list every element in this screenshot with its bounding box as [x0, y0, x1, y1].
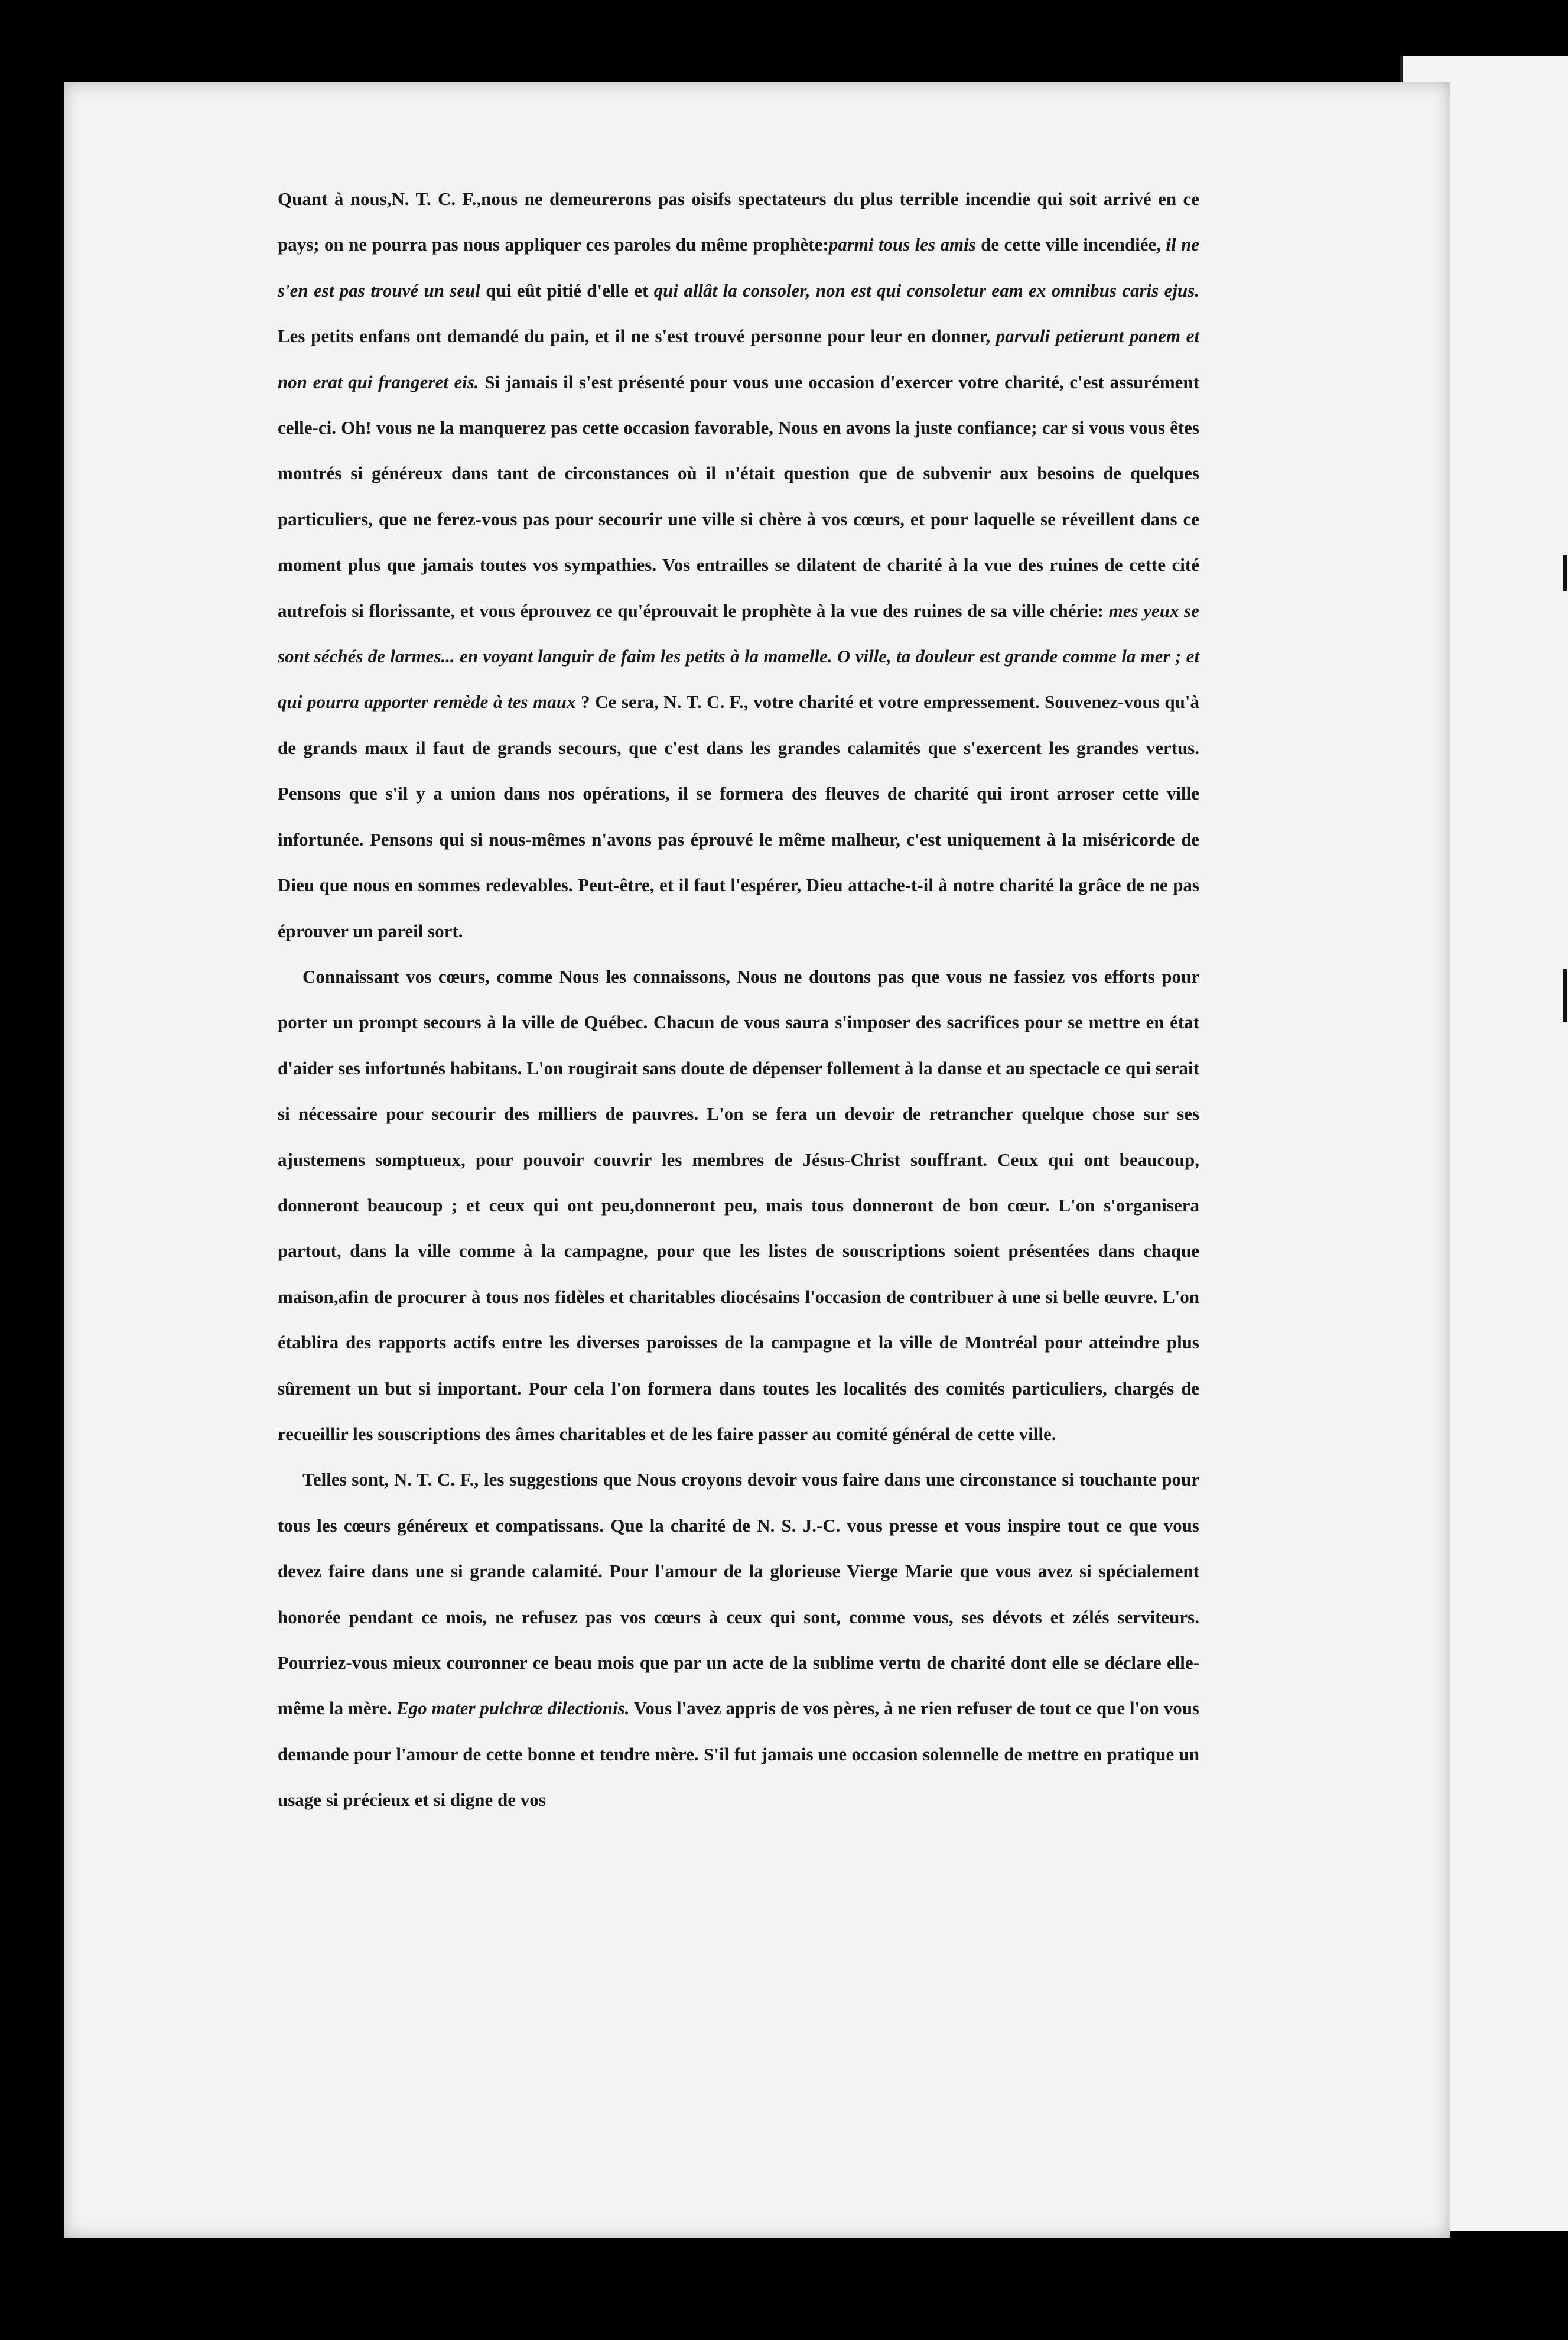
text-run: qui allât la consoler, non est qui consoletur eam ex omnibus caris ejus.	[653, 280, 1199, 301]
text-run: ? Ce sera, N. T. C. F., votre charité et votre empressement. Souvenez-vous qu'à de grands maux il faut de grands secours, que c'est dans les grandes calamités que s'exercent les grandes vertus. Pensons que s'il y a union dans nos opérations, il se formera des fleuves de charité qui iront arroser cette ville infortunée. Pensons qui si nous-mêmes n'avons pas éprouvé le même malheur, c'est uniquement à la miséricorde de Dieu que nous en sommes redevables. Peut-être, et il faut l'espérer, Dieu attache-t-il à notre charité la grâce de ne pas éprouver un pareil sort.	[278, 691, 1199, 941]
page-edge-mark	[1563, 969, 1567, 1022]
document-body	[278, 176, 1199, 1823]
text-run: Telles sont, N. T. C. F., les suggestions que Nous croyons devoir vous faire dans une circonstance si touchante pour tous les cœurs généreux et compatissans. Que la charité de N. S. J.-C. vous presse et vous inspire tout ce que vous devez faire dans une si grande calamité. Pour l'amour de la glorieuse Vierge Marie que vous avez si spécialement honorée pendant ce mois, ne refusez pas vos cœurs à ceux qui sont, comme vous, ses dévots et zélés serviteurs. Pourriez-vous mieux couronner ce beau mois que par un acte de la sublime vertu de charité dont elle se déclare elle-même la mère.	[278, 1469, 1199, 1719]
paragraph	[278, 176, 1199, 954]
text-run: mes yeux se sont séchés de larmes... en voyant languir de faim les petits à la mamelle. O ville, ta douleur est grande comme la mer ; et qui pourra apporter remède à tes maux	[278, 600, 1199, 713]
text-run: il ne s'en est pas trouvé un seul	[278, 234, 1199, 301]
text-run: Vous l'avez appris de vos pères, à ne rien refuser de tout ce que l'on vous demande pour l'amour de cette bonne et tendre mère. S'il fut jamais une occasion solennelle de mettre en pratique un usage si précieux et si digne de vos	[278, 1698, 1199, 1811]
text-run: Les petits enfans ont demandé du pain, et il ne s'est trouvé personne pour leur en donner,	[278, 326, 996, 347]
text-run: Quant à nous,N. T. C. F.,nous ne demeurerons pas oisifs spectateurs du plus terrible incendie qui soit arrivé en ce pays; on ne pourra pas nous appliquer ces paroles du même prophète:	[278, 188, 1199, 255]
text-run: Ego mater pulchræ dilectionis.	[396, 1698, 630, 1719]
text-run: Si jamais il s'est présenté pour vous une occasion d'exercer votre charité, c'est assurément celle-ci. Oh! vous ne la manquerez pas cette occasion favorable, Nous en avons la juste confiance; car si vous vous êtes montrés si généreux dans tant de circonstances où il n'était question que de subvenir aux besoins de quelques particuliers, que ne ferez-vous pas pour secourir une ville si chère à vos cœurs, et pour laquelle se réveillent dans ce moment plus que jamais toutes vos sympathies. Vos entrailles se dilatent de charité à la vue des ruines de cette cité autrefois si florissante, et vous éprouvez ce qu'éprouvait le prophète à la vue des ruines de sa ville chérie:	[278, 371, 1200, 621]
text-run: parvuli petierunt panem et non erat qui frangeret eis.	[278, 326, 1199, 392]
text-run: parmi tous les amis	[828, 234, 976, 255]
page-edge-mark	[1563, 555, 1567, 591]
text-run: de cette ville incendiée,	[975, 234, 1166, 255]
text-run: Connaissant vos cœurs, comme Nous les connaissons, Nous ne doutons pas que vous ne fassiez vos efforts pour porter un prompt secours à la ville de Québec. Chacun de vous saura s'imposer des sacrifices pour se mettre en état d'aider ses infortunés habitans. L'on rougirait sans doute de dépenser follement à la danse et au spectacle ce qui serait si nécessaire pour secourir des milliers de pauvres. L'on se fera un devoir de retrancher quelque chose sur ses ajustemens somptueux, pour pouvoir couvrir les membres de Jésus-Christ souffrant. Ceux qui ont beaucoup, donneront beaucoup ; et ceux qui ont peu,donneront peu, mais tous donneront de bon cœur. L'on s'organisera partout, dans la ville comme à la campagne, pour que les listes de souscriptions soient présentées dans chaque maison,afin de procurer à tous nos fidèles et charitables diocésains l'occasion de contribuer à une si belle œuvre. L'on établira des rapports actifs entre les diverses paroisses de la campagne et la ville de Montréal pour atteindre plus sûrement un but si important. Pour cela l'on formera dans toutes les localités des comités particuliers, chargés de recueillir les souscriptions des âmes charitables et de les faire passer au comité général de cette ville.	[278, 966, 1199, 1444]
paragraph	[278, 1457, 1199, 1822]
paragraph	[278, 954, 1199, 1457]
text-run: qui eût pitié d'elle et	[480, 280, 654, 301]
